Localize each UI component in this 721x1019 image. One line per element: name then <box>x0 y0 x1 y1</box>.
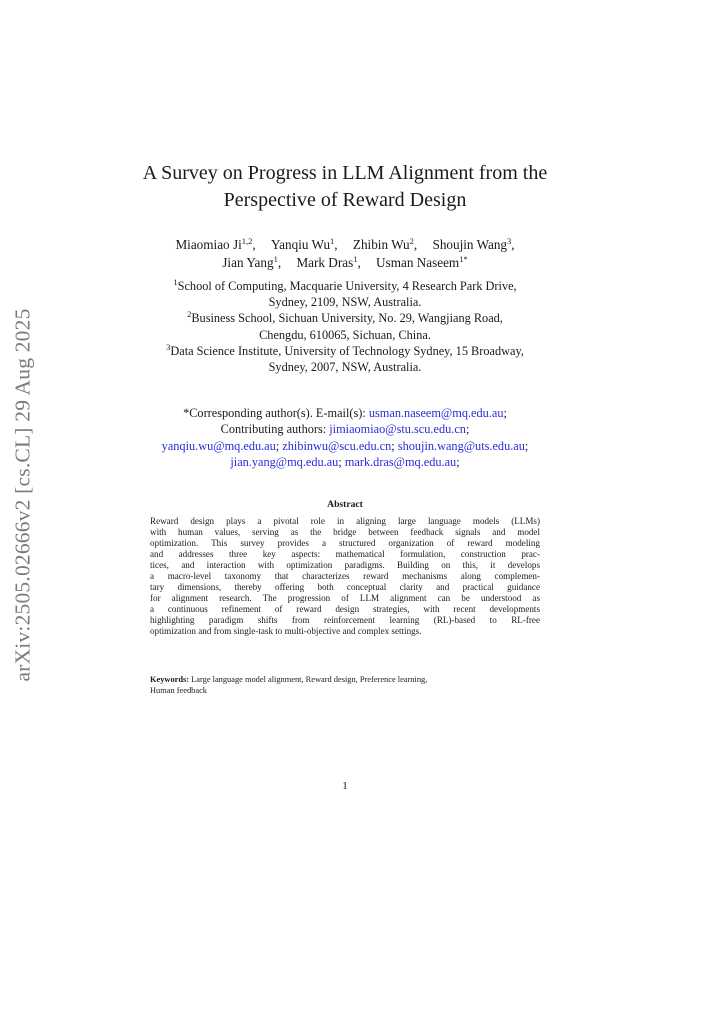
author: Zhibin Wu$^2$, <box>352 236 418 252</box>
affiliations <box>110 278 580 375</box>
email-link[interactable]: mark.dras@mq.edu.au <box>344 455 457 470</box>
author: Miaomiao Ji$^{1,2}$, <box>175 236 256 252</box>
abstract-line: Reward design plays a pivotal role in aligning large language models (LLMs) <box>150 516 540 526</box>
author-list <box>110 236 580 272</box>
author: Yanqiu Wu$^1$, <box>270 236 338 252</box>
author: Mark Dras$^1$, <box>296 254 361 270</box>
affiliation-continued: Sydney, 2109, NSW, Australia. <box>268 295 422 310</box>
contributing-emails-line: yanqiu.wu@mq.edu.au; zhibinwu@scu.edu.cn; shoujin.wang@uts.edu.au; <box>161 438 529 453</box>
abstract-line: with human values, serving as the bridge between feedback signals and model <box>150 526 540 537</box>
abstract-line: a continuous refinement of reward design strategies, with recent developments <box>150 603 540 614</box>
abstract-text <box>150 516 540 636</box>
arxiv-watermark <box>5 296 41 694</box>
abstract-line: and addresses three key aspects: mathematical formulation, construction prac- <box>150 548 540 559</box>
author: Usman Naseem$^{1*}$ <box>376 254 468 270</box>
contact-info <box>90 405 600 471</box>
affiliation: $^1$School of Computing, Macquarie University, 4 Research Park Drive, <box>173 277 517 293</box>
author: Jian Yang$^1$, <box>222 254 282 270</box>
keywords <box>150 675 540 696</box>
affiliation: $^3$Data Science Institute, University of Technology Sydney, 15 Broadway, <box>166 341 524 358</box>
abstract-line: optimization and from single-task to multi-objective and complex settings. <box>150 625 422 636</box>
keywords-label: Keywords: <box>150 675 190 684</box>
abstract-line: a macro-level taxonomy that characterizes reward mechanisms along complemen- <box>150 570 540 581</box>
affiliation-continued: Sydney, 2007, NSW, Australia. <box>268 360 422 375</box>
abstract-line: optimization. This survey provides a structured organization of reward modeling <box>150 537 540 548</box>
author: Shoujin Wang$^3$, <box>432 236 515 252</box>
keywords-text-continued: Human feedback <box>150 685 207 695</box>
author-row-1 <box>110 236 580 254</box>
email-link[interactable]: yanqiu.wu@mq.edu.au <box>161 438 276 453</box>
contributing-emails-line: jian.yang@mq.edu.au; mark.dras@mq.edu.au; <box>230 455 460 470</box>
title-line-2: Perspective of Reward Design <box>223 189 467 211</box>
keywords-text: Large language model alignment, Reward design, Preference learning, <box>191 675 428 684</box>
title-line-1: A Survey on Progress in LLM Alignment from the <box>142 162 548 184</box>
email-link[interactable]: jimiaomiao@stu.scu.edu.cn <box>329 422 466 437</box>
abstract-line: highlighting paradigm shifts from reinforcement learning (RL)-based to RL-free <box>150 614 540 625</box>
paper-title <box>100 160 590 214</box>
contributing-authors-line: Contributing authors: jimiaomiao@stu.scu.edu.cn; <box>220 422 470 437</box>
email-link[interactable]: shoujin.wang@uts.edu.au <box>397 438 525 453</box>
arxiv-identifier: arXiv:2505.02666v2 [cs.CL] 29 Aug 2025 <box>10 308 35 682</box>
email-link[interactable]: jian.yang@mq.edu.au <box>230 455 339 470</box>
affiliation: $^2$Business School, Sichuan University, No. 29, Wangjiang Road, <box>187 309 503 326</box>
author-row-2 <box>110 254 580 272</box>
abstract-line: tices, and interaction with optimization paradigms. Building on this, it develops <box>150 559 540 570</box>
abstract-line: tary dimensions, thereby offering both conceptual clarity and practical guidance <box>150 581 540 592</box>
email-link[interactable]: usman.naseem@mq.edu.au <box>368 406 504 420</box>
email-link[interactable]: zhibinwu@scu.edu.cn <box>282 438 392 453</box>
abstract-heading: Abstract <box>327 499 363 510</box>
corresponding-author-line: *Corresponding author(s). E-mail(s): usman.naseem@mq.edu.au; <box>183 406 507 420</box>
affiliation-continued: Chengdu, 610065, Sichuan, China. <box>259 327 431 342</box>
page-number: 1 <box>342 780 348 792</box>
abstract-line: for alignment research. The progression of LLM alignment can be understood as <box>150 592 540 603</box>
